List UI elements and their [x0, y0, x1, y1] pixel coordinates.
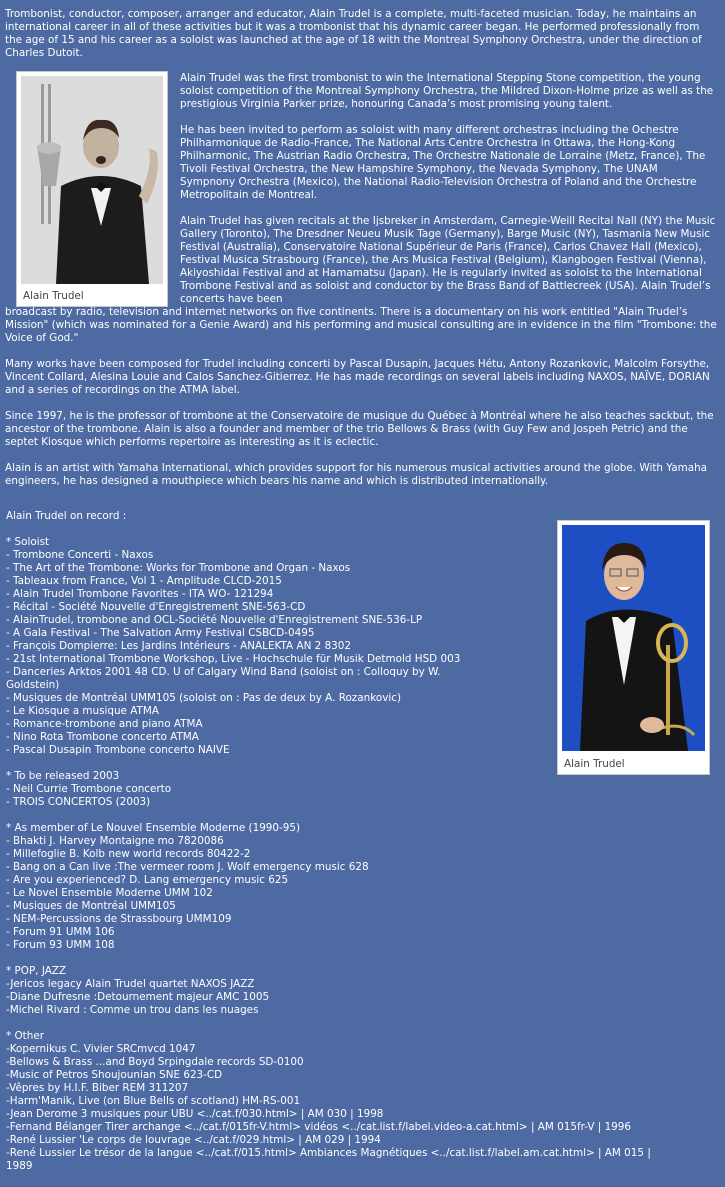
bio-paragraph-teaching: Since 1997, he is the professor of trombone at the Conservatoire de musique du Québec à Montréal where he also teaches sackbut, the ancestor of the trombone. Alain is also a founder and member of the trio Bellows & Brass (with Guy Few and Jospeh Petric) and the septet Kiosque which performs repertoire as interesting as it is eclectic. — [5, 410, 714, 448]
records-heading: Alain Trudel on record : — [6, 510, 127, 522]
bio-column — [180, 72, 716, 306]
bio-paragraph-awards: Alain Trudel was the first trombonist to win the International Stepping Stone competition, the young soloist competition of the Montreal Symphony Orchestra, the Mildred Dixon-Holme prize as well as the prestigious Virginia Parker prize, honouring Canada’s most promising young talent. — [180, 72, 714, 110]
bio-full-width — [5, 306, 720, 488]
soloist-list: * Soloist - Trombone Concerti - Naxos - The Art of the Trombone: Works for Trombone and Organ - Naxos - Tableaux from France, Vol 1 - Amplitude CLCD-2015 - Alain Trudel Trombone Favorites - ITA WO- 121294 - Récital - Société Nouvelle d'Enregistrement SNE-563-CD - AlainTrudel, trombone and OCL-Société Nouvelle d'Enregistrement SNE-536-LP - A Gala Festival - The Salvation Army Festival CSBCD-0495 - François Dompierre: Les Jardins Intérieurs - ANALEKTA AN 2 8302 - 21st International Trombone Workshop, Live - Hochschule für Musik Detmold HSD 003 - Danceries Arktos 2001 48 CD. U of Calgary Wind Band (soloist on : Colloquy by W. Goldstein) - Musiques de Montréal UMM105 (soloist on : Pas de deux by A. Rozankovic) - Le Kiosque a musique ATMA - Romance-trombone and piano ATMA - Nino Rota Trombone concerto ATMA - Pascal Dusapin Trombone concerto NAIVE — [6, 536, 461, 756]
discography — [6, 510, 718, 1173]
to-be-released-list: * To be released 2003 - Neil Currie Trombone concerto - TROIS CONCERTOS (2003) — [6, 770, 172, 808]
bio-paragraph-broadcast: broadcast by radio, television and internet networks on five continents. There is a documentary on his work entitled "Alain Trudel’s Mission" (which was nominated for a Genie Award) and his performing and musical consulting are in evidence in the film "Trombone: the Voice of God." — [5, 306, 717, 344]
ensemble-list: * As member of Le Nouvel Ensemble Moderne (1990-95) - Bhakti J. Harvey Montaigne mo 7820086 - Millefoglie B. Kolb new world records 80422-2 - Bang on a Can live :The vermeer room J. Wolf emergency music 628 - Are you experienced? D. Lang emergency music 625 - Le Novel Ensemble Moderne UMM 102 - Musiques de Montréal UMM105 - NEM-Percussions de Strassbourg UMM109 - Forum 91 UMM 106 - Forum 93 UMM 108 — [6, 822, 369, 951]
bio-paragraph-yamaha: Alain is an artist with Yamaha International, which provides support for his numerous musical activities around the globe. With Yamaha engineers, he has designed a mouthpiece which bears his name and which is distributed internationally. — [5, 462, 708, 487]
photo-frame-trombonist — [16, 71, 168, 307]
bio-paragraph-orchestras: He has been invited to perform as soloist with many different orchestras including the Ochestre Philharmonique de Radio-France, The National Arts Centre Orchestra in Ottawa, the Hong-Kong Philharmonic, The Austrian Radio Orchestra, The Orchestre Nationale de Lorraine (Metz, France), The Tivoli Festival Orchestra, the New Hampshire Symphony, the Nevada Symphony, The UNAM Sympnony Orchestra (Mexico), the National Radio-Television Orchestra of Poland and the Orchestre Metropolitain de Montreal. — [180, 124, 706, 201]
trombonist-photo — [21, 76, 163, 284]
pop-jazz-list: * POP, JAZZ -Jericos legacy Alain Trudel quartet NAXOS JAZZ -Diane Dufresne :Detournement majeur AMC 1005 -Michel Rivard : Comme un trou dans les nuages — [6, 965, 270, 1016]
photo1-caption: Alain Trudel — [23, 290, 84, 302]
bio-paragraph-works: Many works have been composed for Trudel including concerti by Pascal Dusapin, Jacques Hétu, Antony Rozankovic, Malcolm Forsythe, Vincent Collard, Alesina Louie and Calos Sanchez-Gitierrez. He has made recordings on several labels including NAXOS, NAÏVE, DORIAN and a series of recordings on the ATMA label. — [5, 358, 710, 396]
photo2-caption: Alain Trudel — [564, 758, 625, 770]
other-list: * Other -Kopernikus C. Vivier SRCmvcd 1047 -Bellows & Brass ...and Boyd Srpingdale records SD-0100 -Music of Petros Shoujounian SNE 623-CD -Vêpres by H.I.F. Biber REM 311207 -Harm'Manik, Live (on Blue Bells of scotland) HM-RS-001 -Jean Derome 3 musiques pour UBU <../cat.f/030.html> | AM 030 | 1998 -Fernand Bélanger Tirer archange <../cat.f/015fr-V.html> vidéos <../cat.list.f/label.video-a.cat.html> | AM 015fr-V | 1996 -René Lussier 'Le corps de louvrage <../cat.f/029.html> | AM 029 | 1994 -René Lussier Le trésor de la langue <../cat.f/015.html> Ambiances Magnétiques <../cat.list.f/label.am.cat.html> | AM 015 | 1989 — [6, 1030, 651, 1172]
intro-paragraph: Trombonist, conductor, composer, arranger and educator, Alain Trudel is a complete, multi-faceted musician. Today, he maintains an international career in all of these activities but it was a trombonist that his dynamic career began. He performed professionally from the age of 15 and his career as a soloist was launched at the age of 18 with the Montreal Symphony Orchestra, under the direction of Charles Dutoit. — [5, 8, 702, 59]
trombonist-illustration — [21, 76, 163, 284]
bio-paragraph-recitals: Alain Trudel has given recitals at the Ijsbreker in Amsterdam, Carnegie-Weill Recital Nall (NY) the Music Gallery (Toronto), The Dresdner Neueu Musik Tage (Germany), Barge Music (NY), Tasmania New Music Festival (Australia), Conservatoire National Supérieur de Paris (France), Carlos Chavez Hall (Mexico), Festival Musica Strasbourg (France), the Ars Musica Festival (Belgium), Klangbogen Festival (Vienna), Akiyoshidai Festival and at Hamamatsu (Japan). He is regularly invited as soloist to the International Trombone Festival and as soloist and conductor by the Brass Band of Battlecreek (USA). Alain Trudel’s concerts have been — [180, 215, 716, 305]
